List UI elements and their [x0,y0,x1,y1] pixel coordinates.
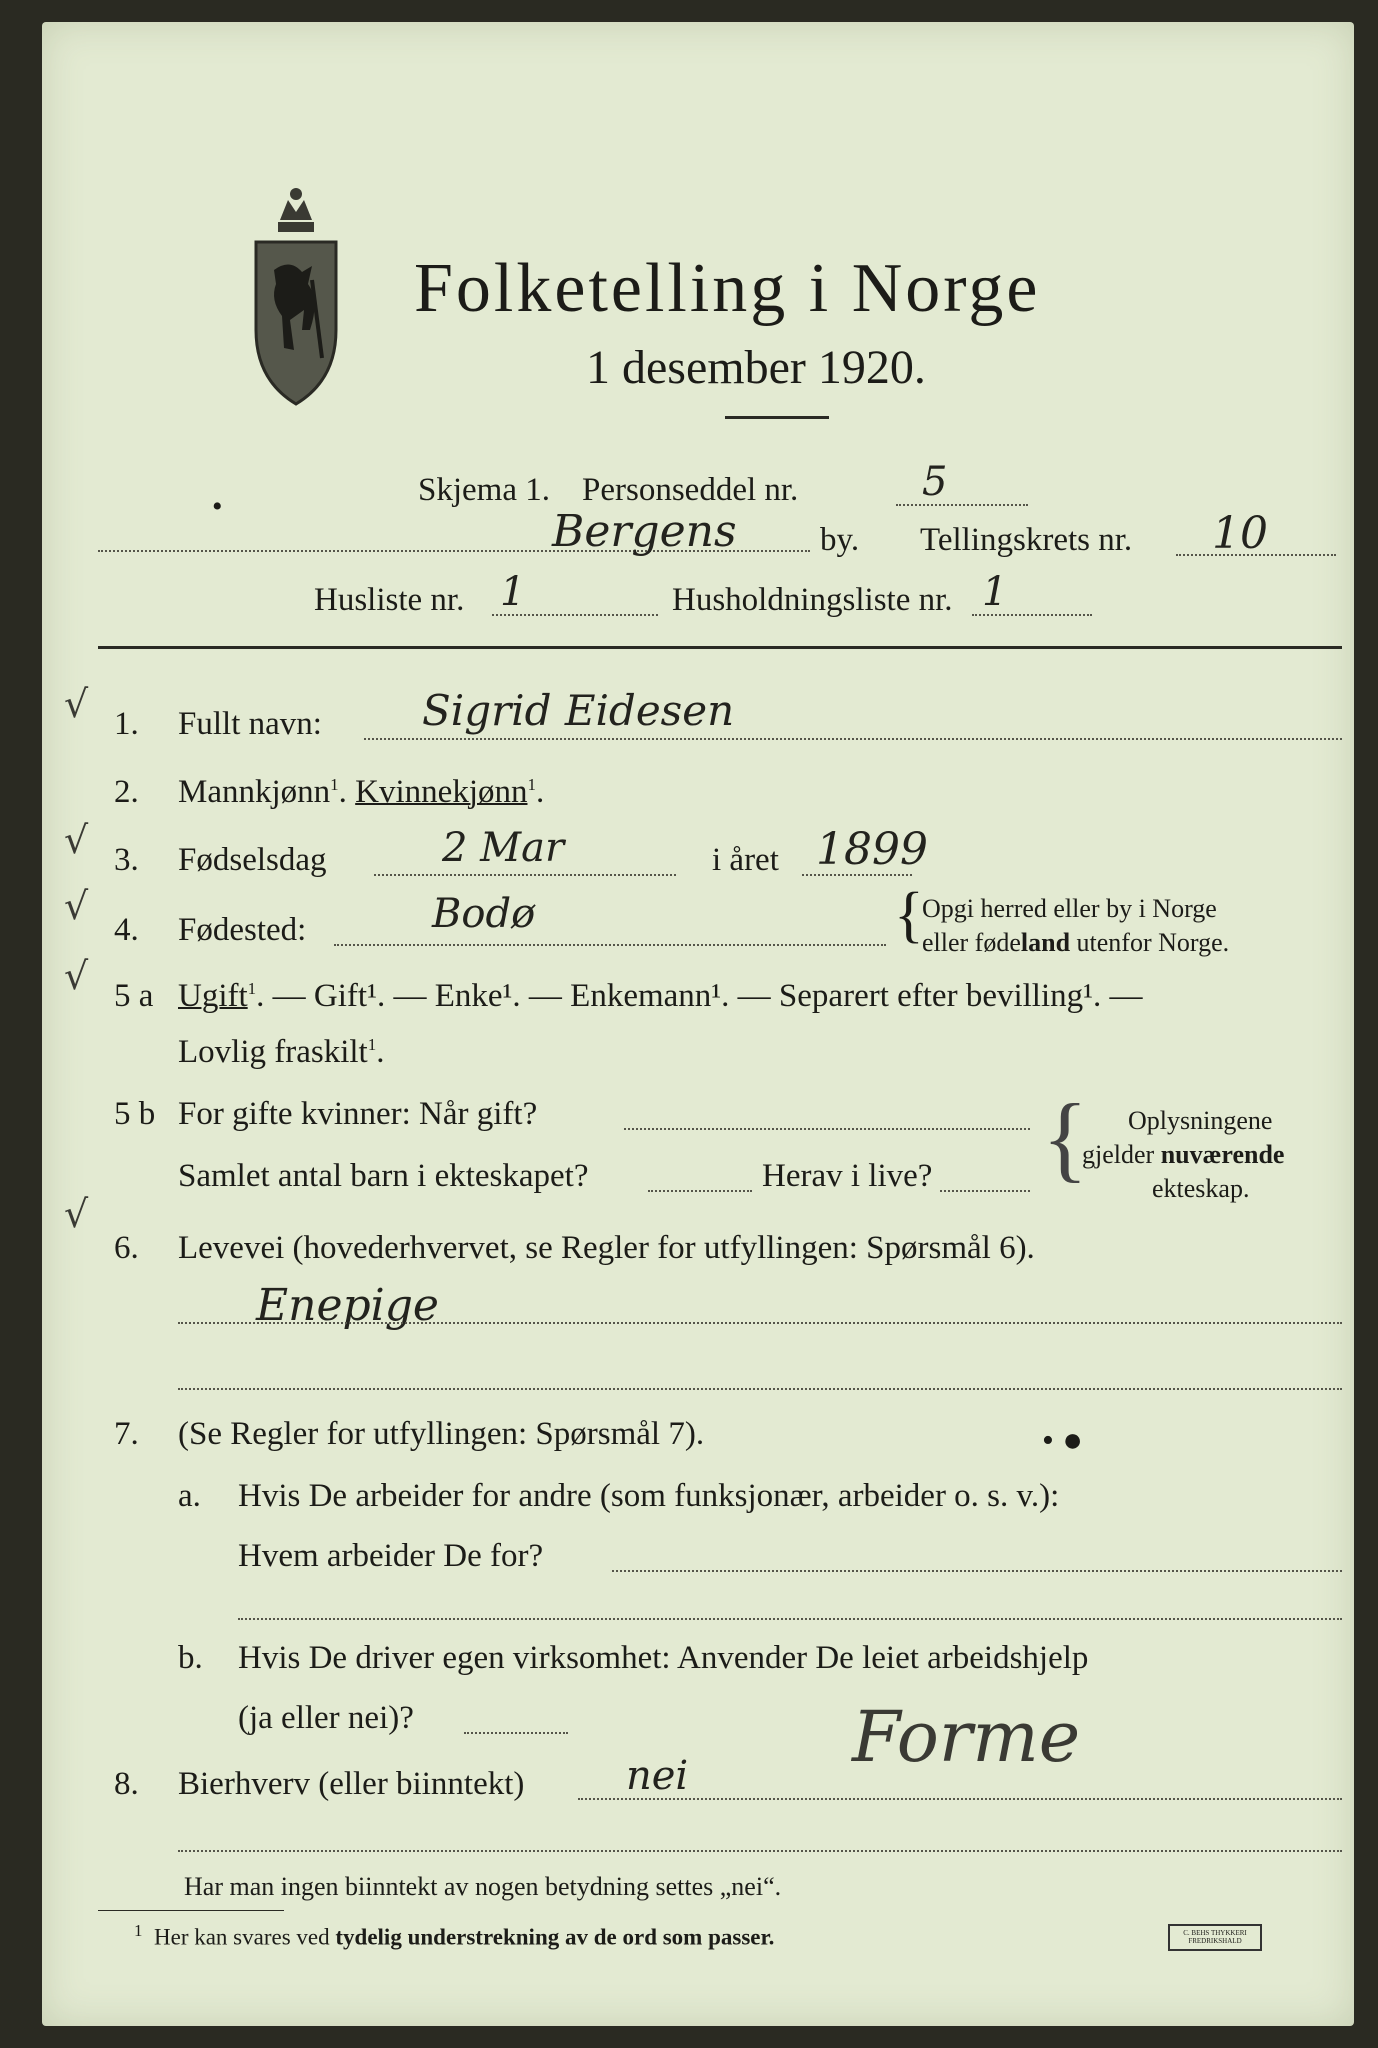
q4-note-2: eller fødeland utenfor Norge. [922,928,1230,957]
q5a-ugift: Ugift [178,978,248,1014]
q7a-line2: Hvem arbeider De for? [238,1538,544,1574]
by-label: by. [820,522,860,558]
q7a-number: a. [178,1478,201,1514]
tellingskrets-value: 10 [1212,508,1268,559]
q3-number: 3. [114,842,139,878]
schema-label: Skjema 1. [418,472,550,508]
q4-brace: { [894,881,924,949]
q8-label: Bierhverv (eller biinntekt) [178,1766,525,1802]
q7a-extra-line [238,1618,1342,1620]
tellingskrets-label: Tellingskrets nr. [920,522,1133,558]
q7b-answer-line [464,1732,568,1734]
section-divider [98,646,1342,649]
q6-line-2 [178,1388,1342,1390]
q5b-note-1: Oplysningene [1128,1106,1273,1135]
q1-number: 1. [114,706,139,742]
q6-label: Levevei (hovederhvervet, se Regler for utfyllingen: Spørsmål 6). [178,1230,1035,1266]
q5b-line2b: Herav i live? [762,1158,933,1194]
q8-line [578,1798,1342,1800]
q5b-married-line [624,1128,1030,1130]
q3-label: Fødselsdag [178,842,327,878]
coat-of-arms-icon [250,180,342,410]
personseddel-value: 5 [922,459,948,505]
husliste-value: 1 [500,569,526,615]
personseddel-line [896,504,1028,506]
printer-stamp: C. BEHS THYKKERI FREDRIKSHALD [1168,1924,1262,1951]
q4-value: Bodø [432,891,536,937]
q3-day-line [374,874,676,876]
q7b-line1: Hvis De driver egen virksomhet: Anvender De leiet arbeidshjelp [238,1640,1089,1676]
q2-options: Mannkjønn$^1$. Kvinnekjønn$^1$. [178,774,545,810]
q8-signature: Forme [852,1696,1081,1778]
q2-number: 2. [114,774,139,810]
q3-year-label: i året [712,842,779,878]
footnote-divider [98,1910,284,1911]
q5b-alive-line [940,1190,1030,1192]
q8-number: 8. [114,1766,139,1802]
q5b-line1: For gifte kvinner: Når gift? [178,1096,538,1132]
check-mark-icon: √ [64,682,89,726]
census-form [42,22,1354,2026]
q5b-children-line [648,1190,752,1192]
check-mark-icon: √ [64,954,89,998]
q8-value: nei [626,1753,689,1799]
q5a-line2: Lovlig fraskilt$^1$. [178,1034,385,1070]
city-value: Bergens [552,506,737,557]
q4-number: 4. [114,912,139,948]
husholdningsliste-value: 1 [982,569,1008,615]
ink-blot: • ● [1042,1422,1083,1459]
husholdningsliste-label: Husholdningsliste nr. [672,582,953,618]
q3-year-value: 1899 [816,824,928,875]
q2-female: Kvinnekjønn [355,774,528,810]
q5a-options: Ugift$^1$. — Gift¹. — Enke¹. — Enkemann¹. — Separert efter bevilling¹. — [178,978,1143,1014]
q4-line [334,944,886,946]
check-mark-icon: √ [64,884,89,928]
husliste-label: Husliste nr. [314,582,465,618]
personseddel-label: Personseddel nr. [582,472,799,508]
q7b-number: b. [178,1640,203,1676]
q1-line [364,738,1342,740]
q8-extra-line [178,1850,1342,1852]
q1-value: Sigrid Eidesen [422,686,735,735]
check-mark-icon: √ [64,1192,89,1236]
form-title: Folketelling i Norge [414,250,1041,327]
q6-value: Enepige [256,1280,439,1331]
q1-label: Fullt navn: [178,706,322,742]
bottom-note: Har man ingen biinntekt av nogen betydning settes „nei“. [184,1872,782,1901]
q4-note-1: Opgi herred eller by i Norge [922,894,1217,923]
q7a-employer-line [612,1570,1342,1572]
ink-dot: • [212,490,223,523]
q3-day-value: 2 Mar [442,825,565,871]
q5b-note-2: gjelder nuværende [1082,1140,1285,1169]
q5b-brace: { [1042,1084,1089,1191]
q5b-note-3: ekteskap. [1152,1174,1250,1203]
footnote: $^1$ Her kan svares ved tydelig understrekning av de ord som passer. [134,1921,775,1950]
q5b-number: 5 b [114,1096,156,1132]
census-date: 1 desember 1920. [586,341,926,394]
q5a-number: 5 a [114,978,154,1014]
q6-line-1 [178,1322,1342,1324]
q2-male: Mannkjønn [178,774,331,810]
q7-label: (Se Regler for utfyllingen: Spørsmål 7). [178,1416,705,1452]
q7-number: 7. [114,1416,139,1452]
title-divider [725,416,829,419]
q7a-line1: Hvis De arbeider for andre (som funksjonær, arbeider o. s. v.): [238,1478,1060,1514]
q7b-line2: (ja eller nei)? [238,1700,414,1736]
check-mark-icon: √ [64,818,89,862]
q4-label: Fødested: [178,912,307,948]
q6-number: 6. [114,1230,139,1266]
q5b-line2a: Samlet antal barn i ekteskapet? [178,1158,589,1194]
